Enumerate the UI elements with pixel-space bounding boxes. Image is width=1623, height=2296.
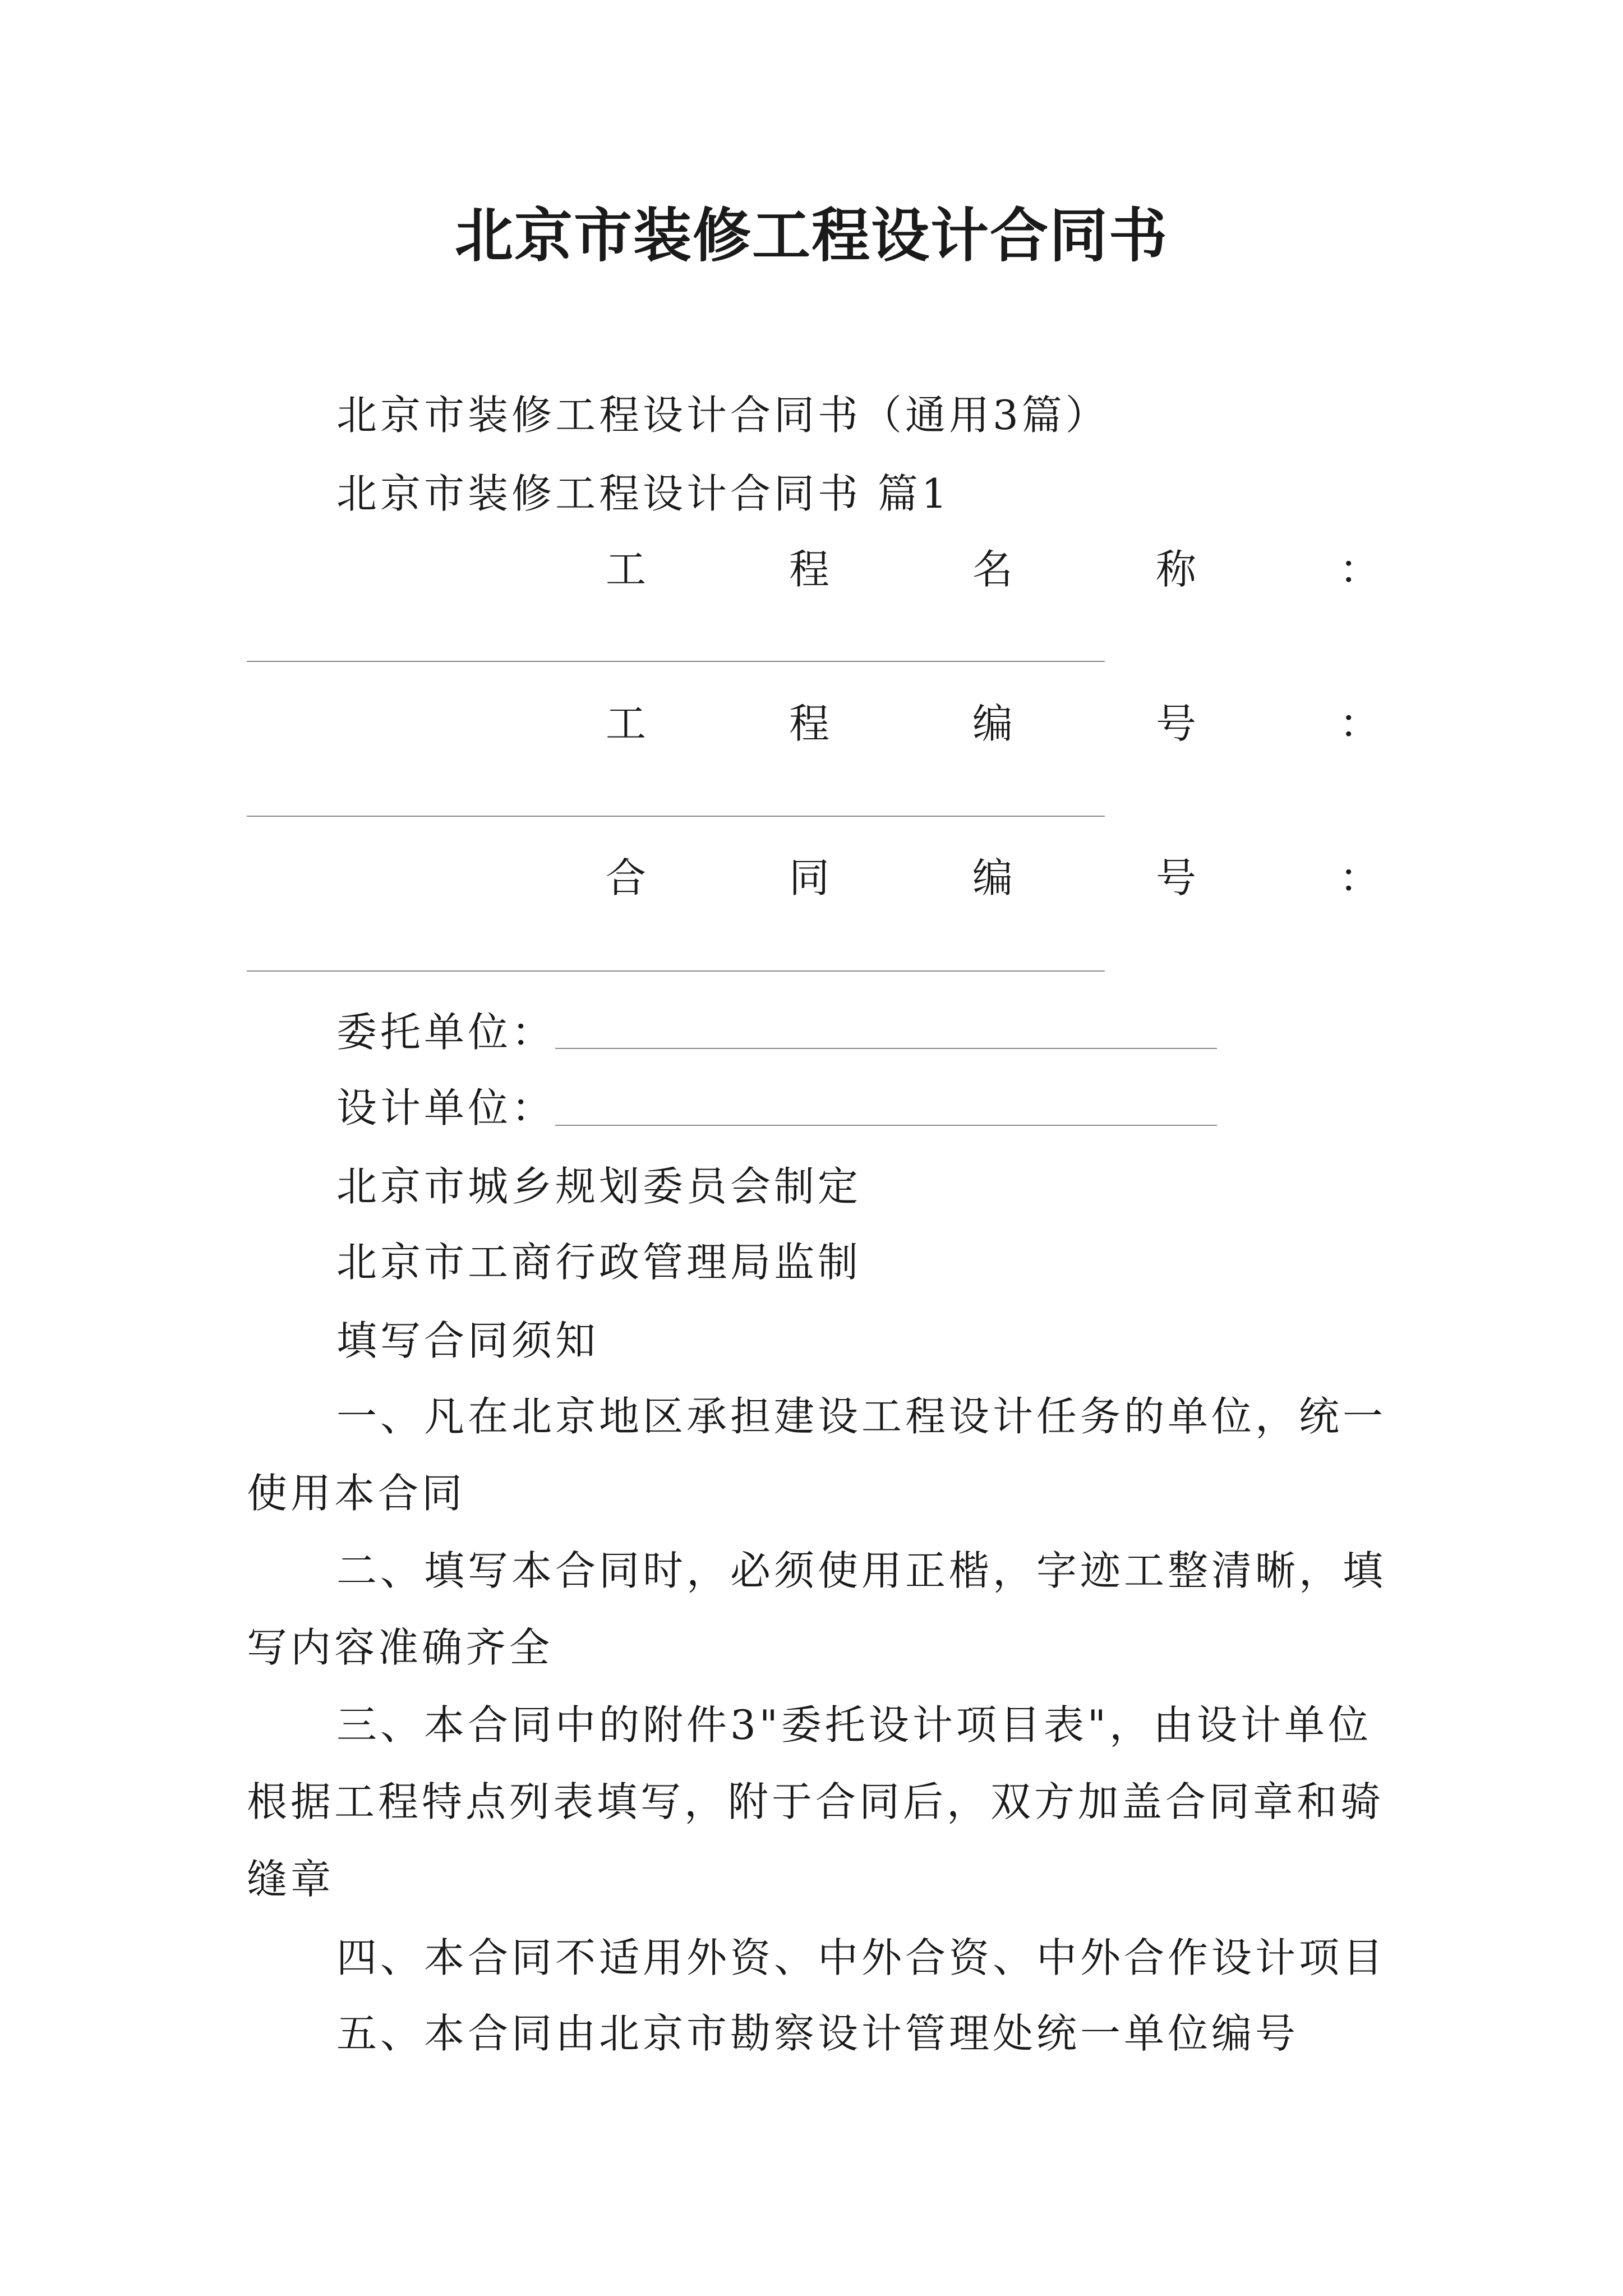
- project-no-blank[interactable]: [247, 816, 1105, 817]
- char: 编: [972, 854, 1013, 901]
- project-no-label: [606, 696, 1380, 752]
- notice-item-5: 五、本合同由北京市勘察设计管理处统一单位编号: [336, 2010, 1299, 2057]
- notice-item-3-line-1: 三、本合同中的附件3"委托设计项目表"，由设计单位: [336, 1701, 1372, 1749]
- supervised-by: 北京市工商行政管理局监制: [336, 1239, 862, 1286]
- notice-item-3-line-2: 根据工程特点列表填写，附于合同后，双方加盖合同章和骑: [247, 1778, 1385, 1825]
- colon: ：: [1339, 546, 1380, 593]
- contract-no-label: [606, 850, 1380, 906]
- made-by: 北京市城乡规划委员会制定: [336, 1163, 862, 1210]
- char: 合: [606, 854, 647, 901]
- char: 程: [789, 546, 829, 593]
- project-name-label: [606, 541, 1380, 597]
- section-heading: 北京市装修工程设计合同书 篇1: [336, 470, 951, 517]
- notice-item-3-line-3: 缝章: [247, 1856, 335, 1903]
- char: 工: [606, 546, 647, 593]
- colon: ：: [1339, 854, 1380, 901]
- char: 编: [972, 700, 1013, 747]
- document-title: 北京市装修工程设计合同书: [454, 201, 1168, 270]
- char: 称: [1155, 546, 1196, 593]
- client-unit-blank[interactable]: [555, 1048, 1217, 1049]
- char: 程: [789, 700, 829, 747]
- notice-heading: 填写合同须知: [336, 1317, 600, 1364]
- notice-item-2-line-1: 二、填写本合同时，必须使用正楷，字迹工整清晰，填: [336, 1547, 1387, 1594]
- char: 工: [606, 700, 647, 747]
- colon: ：: [1339, 700, 1380, 747]
- char: 同: [789, 854, 829, 901]
- notice-item-4: 四、本合同不适用外资、中外合资、中外合作设计项目: [336, 1934, 1387, 1981]
- client-unit-label: 委托单位：: [336, 1009, 556, 1056]
- design-unit-label: 设计单位：: [336, 1084, 556, 1131]
- design-unit-blank[interactable]: [555, 1125, 1217, 1126]
- char: 号: [1155, 700, 1196, 747]
- contract-no-blank[interactable]: [247, 970, 1105, 972]
- char: 号: [1155, 854, 1196, 901]
- document-subtitle: 北京市装修工程设计合同书（通用3篇）: [336, 392, 1109, 439]
- notice-item-1-line-2: 使用本合同: [247, 1470, 466, 1517]
- project-name-blank[interactable]: [247, 661, 1105, 662]
- char: 名: [972, 546, 1013, 593]
- notice-item-1-line-1: 一、凡在北京地区承担建设工程设计任务的单位，统一: [336, 1393, 1387, 1440]
- notice-item-2-line-2: 写内容准确齐全: [247, 1624, 554, 1671]
